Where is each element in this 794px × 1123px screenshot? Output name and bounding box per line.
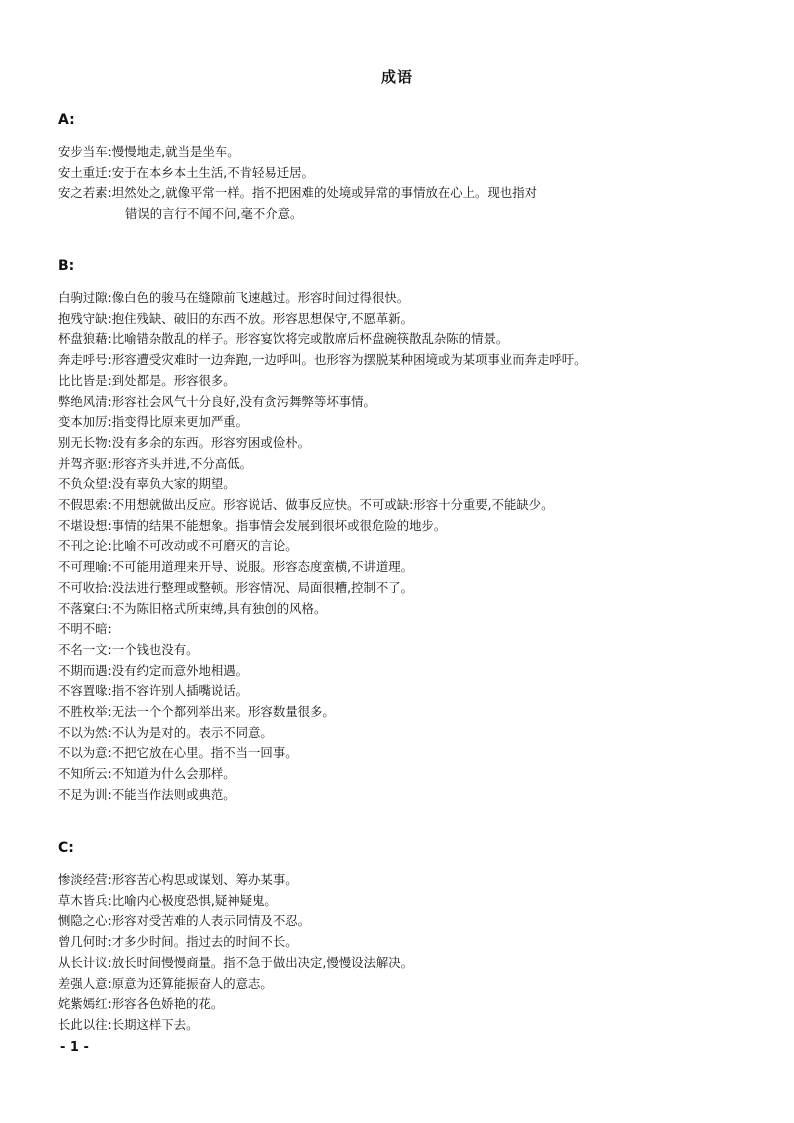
idiom-term: 曾几何时:: [58, 934, 112, 950]
idiom-definition: 安于在本乡本土生活,不肯轻易迁居。: [111, 164, 314, 180]
idiom-term: 抱残守缺:: [58, 310, 112, 326]
idiom-entry: [58, 288, 748, 309]
section-letter: A:: [58, 112, 75, 128]
idiom-definition: 放长时间慢慢商量。指不急于做出决定,慢慢设法解决。: [111, 954, 414, 970]
idiom-entry: [58, 371, 748, 392]
idiom-term: 奔走呼号:: [58, 352, 112, 368]
idiom-term: 弊绝风清:: [58, 393, 112, 409]
idiom-term: 姹紫嫣红:: [58, 996, 112, 1012]
idiom-term: 不假思索:: [58, 497, 112, 513]
idiom-definition: 指不容许别人插嘴说话。: [111, 683, 249, 699]
idiom-term: 从长计议:: [58, 954, 112, 970]
idiom-definition: 没有约定而意外地相遇。: [111, 662, 249, 678]
idiom-term: 不名一文:: [58, 641, 112, 657]
page-number: - 1 -: [60, 1040, 89, 1055]
idiom-term: 不知所云:: [58, 766, 112, 782]
idiom-entry: [58, 743, 748, 764]
idiom-term: 不胜枚举:: [58, 704, 112, 720]
idiom-definition: 比喻错杂散乱的样子。形容宴饮将完或散席后杯盘碗筷散乱杂陈的情景。: [111, 331, 509, 347]
idiom-definition: 不可能用道理来开导、说服。形容态度蛮横,不讲道理。: [111, 559, 414, 575]
idiom-entry: [58, 142, 748, 163]
idiom-term: 别无长物:: [58, 434, 112, 450]
idiom-definition: 不用想就做出反应。形容说话、做事反应快。不可或缺:形容十分重要,不能缺少。: [111, 497, 554, 513]
idiom-entry: [58, 870, 748, 891]
idiom-entry: [58, 350, 748, 371]
idiom-term: 不明不暗:: [58, 621, 112, 637]
idiom-definition: 不认为是对的。表示不同意。: [111, 724, 273, 740]
idiom-entry: [58, 557, 748, 578]
idiom-definition: 到处都是。形容很多。: [111, 372, 236, 388]
idiom-definition: 没法进行整理或整顿。形容情况、局面很糟,控制不了。: [111, 579, 414, 595]
idiom-definition: 不把它放在心里。指不当一回事。: [111, 745, 298, 761]
idiom-entry: [58, 516, 748, 537]
idiom-term: 不可理喻:: [58, 559, 112, 575]
idiom-definition: 抱住残缺、破旧的东西不放。形容思想保守,不愿革新。: [111, 310, 414, 326]
idiom-entry: [58, 454, 748, 475]
idiom-definition: 才多少时间。指过去的时间不长。: [111, 934, 298, 950]
idiom-definition: 事情的结果不能想象。指事情会发展到很坏或很危险的地步。: [111, 517, 447, 533]
idiom-entry: [58, 764, 748, 785]
idiom-definition: 形容齐头并进,不分高低。: [111, 455, 252, 471]
idiom-entry: [58, 702, 748, 723]
idiom-term: 白驹过隙:: [58, 290, 112, 305]
section-letter: C:: [58, 840, 74, 856]
idiom-term: 安步当车:: [58, 144, 112, 159]
idiom-entry: [58, 163, 748, 184]
idiom-term: 不容置喙:: [58, 683, 112, 699]
idiom-term: 不期而遇:: [58, 662, 112, 678]
idiom-term: 不可收拾:: [58, 579, 112, 595]
idiom-term: 变本加厉:: [58, 414, 112, 430]
idiom-definition: 坦然处之,就像平常一样。指不把困难的处境或异常的事情放在心上。现也指对: [111, 185, 537, 201]
idiom-term: 并驾齐驱:: [58, 455, 112, 471]
idiom-entry: [58, 640, 748, 661]
idiom-entry: [58, 433, 748, 454]
idiom-term: 安土重迁:: [58, 164, 112, 180]
idiom-definition: 原意为还算能振奋人的意志。: [111, 975, 273, 991]
section-letter: B:: [58, 258, 75, 274]
idiom-term: 草木皆兵:: [58, 892, 112, 908]
idiom-entry: [58, 661, 748, 682]
idiom-term: 不以为意:: [58, 745, 112, 761]
idiom-term: 不堪设想:: [58, 517, 112, 533]
idiom-definition-continued: 错误的言行不闻不问,毫不介意。: [125, 206, 303, 222]
idiom-definition: 指变得比原来更加严重。: [111, 414, 249, 430]
section-c: [58, 838, 748, 1036]
idiom-definition: 没有多余的东西。形容穷困或俭朴。: [111, 434, 310, 450]
idiom-entry: [58, 891, 748, 912]
idiom-definition: 像白色的骏马在缝隙前飞速越过。形容时间过得很快。: [111, 290, 410, 305]
idiom-entry: [58, 974, 748, 995]
idiom-entry: [58, 953, 748, 974]
idiom-definition: 一个钱也没有。: [111, 641, 199, 657]
idiom-definition: 不知道为什么会那样。: [111, 766, 236, 782]
section-a: [58, 110, 748, 225]
idiom-entry: [58, 412, 748, 433]
page-title: 成语: [380, 68, 413, 86]
idiom-definition: 形容苦心构思或谋划、筹办某事。: [111, 872, 298, 887]
idiom-term: 杯盘狼藉:: [58, 331, 112, 347]
idiom-definition: 形容遭受灾难时一边奔跑,一边呼叫。也形容为摆脱某种困境或为某项事业而奔走呼吁。: [111, 352, 587, 368]
idiom-definition: 形容社会风气十分良好,没有贪污舞弊等坏事情。: [111, 393, 376, 409]
idiom-definition: 比喻内心极度恐惧,疑神疑鬼。: [111, 892, 277, 908]
idiom-entry: [58, 599, 748, 620]
idiom-term: 不刊之论:: [58, 538, 112, 554]
idiom-definition: 比喻不可改动或不可磨灭的言论。: [111, 538, 298, 554]
idiom-term: 不负众望:: [58, 476, 112, 492]
idiom-definition: 形容对受苦难的人表示同情及不忍。: [111, 913, 310, 929]
idiom-definition: 不能当作法则或典范。: [111, 786, 236, 802]
idiom-term: 安之若素:: [58, 185, 112, 201]
idiom-entry: [58, 309, 748, 330]
idiom-term: 不以为然:: [58, 724, 112, 740]
section-b: [58, 256, 748, 806]
idiom-entry: [58, 578, 748, 599]
idiom-entry: [58, 1015, 748, 1036]
idiom-term: 恻隐之心:: [58, 913, 112, 929]
idiom-entry: [58, 536, 748, 557]
idiom-entry: [58, 723, 748, 744]
idiom-definition: 不为陈旧格式所束缚,具有独创的风格。: [111, 600, 327, 616]
idiom-definition: 没有辜负大家的期望。: [111, 476, 236, 492]
idiom-entry: [58, 681, 748, 702]
idiom-definition: 长期这样下去。: [111, 1016, 199, 1032]
idiom-term: 差强人意:: [58, 975, 112, 991]
idiom-term: 不落窠臼:: [58, 600, 112, 616]
idiom-definition: 无法一个个都列举出来。形容数量很多。: [111, 704, 335, 720]
idiom-definition: 慢慢地走,就当是坐车。: [111, 144, 240, 159]
idiom-entry: [58, 474, 748, 495]
idiom-entry: [58, 392, 748, 413]
idiom-entry: [58, 994, 748, 1015]
idiom-term: 惨淡经营:: [58, 872, 112, 887]
idiom-definition: 形容各色娇艳的花。: [111, 996, 224, 1012]
idiom-entry: [58, 329, 748, 350]
idiom-entry: [58, 911, 748, 932]
idiom-entry: [58, 785, 748, 806]
idiom-entry: [58, 932, 748, 953]
idiom-entry: [58, 495, 748, 516]
idiom-term: 比比皆是:: [58, 372, 112, 388]
idiom-term: 长此以往:: [58, 1016, 112, 1032]
idiom-entry: [58, 183, 748, 204]
idiom-term: 不足为训:: [58, 786, 112, 802]
idiom-entry: [58, 619, 748, 640]
